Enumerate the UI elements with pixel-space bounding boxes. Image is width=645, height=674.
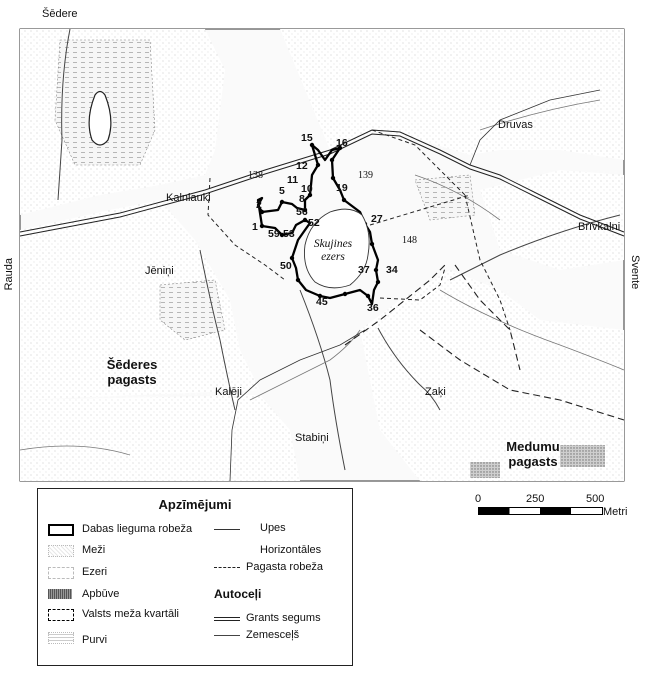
legend-roads-title: Autoceļi: [214, 587, 262, 601]
legend-quarters: Valsts meža kvartāli: [82, 608, 179, 620]
legend-swatch-quarters: [48, 609, 74, 621]
scale-unit: Metri: [603, 506, 628, 518]
label-druvas: Druvas: [498, 119, 533, 131]
label-svente: Svente: [629, 255, 641, 290]
legend-swatch-boundary: [48, 524, 74, 536]
legend-contours: Horizontāles: [260, 544, 322, 556]
legend-swatch-lakes: [48, 567, 74, 579]
point-11: 11: [287, 174, 299, 186]
quarter-148: 148: [402, 235, 417, 246]
point-12: 12: [296, 160, 308, 172]
label-jenini: Jēniņi: [145, 265, 174, 277]
point-1: 1: [252, 221, 258, 233]
legend-forest: Meži: [82, 544, 106, 556]
legend-title: Apzīmējumi: [158, 497, 232, 512]
point-45: 45: [316, 296, 328, 308]
label-stabini: Stabiņi: [295, 432, 329, 444]
legend-swatch-forest: [48, 545, 74, 557]
point-37: 37: [358, 264, 370, 276]
point-36: 36: [367, 302, 379, 314]
quarter-139: 139: [358, 170, 373, 181]
point-59: 59: [268, 228, 280, 240]
scale-bar: [475, 493, 628, 524]
point-34: 34: [386, 264, 398, 276]
point-2: 2: [256, 199, 262, 211]
label-kalnlauki: Kalnlauki: [166, 192, 211, 204]
scale-tick-500: 500: [586, 493, 605, 505]
point-15: 15: [301, 132, 313, 144]
legend-line-earth: [214, 635, 240, 636]
point-56: 56: [296, 206, 308, 218]
scale-tick-250: 250: [526, 493, 545, 505]
point-10: 10: [301, 183, 313, 195]
legend-swatch-buildings: [48, 589, 72, 599]
region-medumu: Medumu pagasts: [506, 439, 560, 469]
label-brivkalni: Brīvkalni: [578, 221, 621, 233]
label-kaleji: Kalēji: [215, 386, 242, 398]
point-5: 5: [279, 185, 285, 197]
legend-boundary: Dabas lieguma robeža: [82, 523, 193, 535]
scale-bar-graphic: [478, 507, 603, 517]
legend-parish: Pagasta robeža: [246, 561, 324, 573]
legend-earth: Zemesceļš: [246, 629, 300, 641]
legend-line-rivers: [214, 529, 240, 530]
quarter-138: 138: [248, 170, 263, 181]
region-sederes: Šēderes pagasts: [106, 357, 158, 387]
point-19: 19: [336, 182, 348, 194]
label-sedere: Šēdere: [42, 8, 78, 20]
point-53: 53: [283, 228, 295, 240]
point-52: 52: [308, 217, 320, 229]
legend: [37, 488, 353, 666]
legend-line-gravel: [214, 617, 240, 621]
label-rauda: Rauda: [3, 258, 15, 291]
point-50: 50: [280, 260, 292, 272]
label-zaki: Zaķi: [425, 386, 446, 398]
legend-buildings: Apbūve: [82, 588, 120, 600]
point-16: 16: [336, 137, 348, 149]
legend-rivers: Upes: [260, 522, 286, 534]
legend-lakes: Ezeri: [82, 566, 108, 578]
legend-bogs: Purvi: [82, 634, 108, 646]
lake-name: Skujines ezers: [313, 238, 353, 264]
scale-tick-0: 0: [475, 493, 482, 505]
legend-line-parish: [214, 567, 240, 568]
point-8: 8: [299, 193, 305, 205]
legend-swatch-bogs: [48, 632, 74, 644]
legend-gravel: Grants segums: [246, 612, 321, 624]
point-27: 27: [371, 213, 383, 225]
